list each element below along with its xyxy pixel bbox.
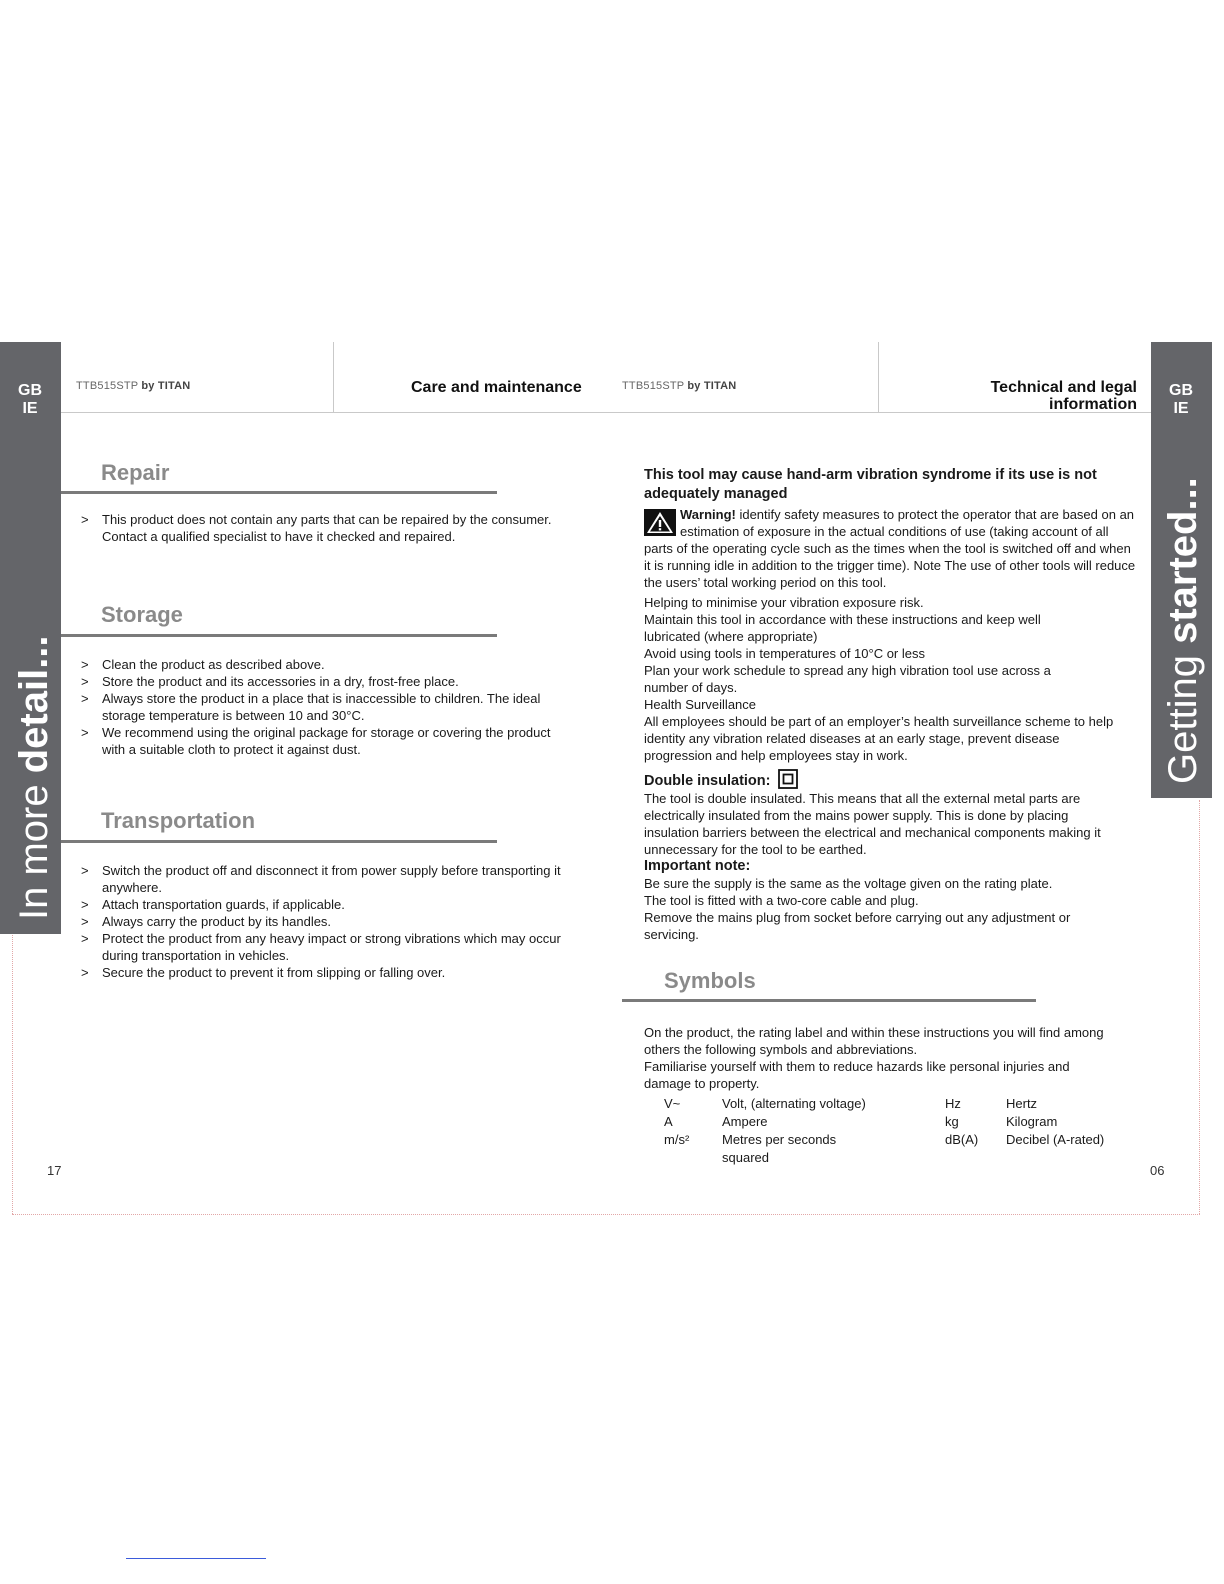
symbol-description-cell: Hertz	[1006, 1096, 1038, 1111]
symbols-table	[664, 1095, 1104, 1167]
table-row	[664, 1113, 1104, 1131]
right-model-code	[622, 380, 736, 392]
left-model-code	[76, 380, 190, 392]
table-row	[664, 1095, 1104, 1113]
right-header-divider	[878, 342, 879, 413]
important-line: Remove the mains plug from socket before carrying out any adjustment or servicing.	[644, 910, 1071, 942]
list-item: > Store the product and its accessories in a dry, frost-free place.	[81, 673, 551, 690]
model-code-text: TTB515STP	[76, 380, 139, 392]
symbol-cell: A	[664, 1114, 673, 1129]
symbol-cell: dB(A)	[945, 1132, 979, 1147]
list-item: > Always carry the product by its handles.	[81, 913, 571, 930]
left-page-number: 17	[47, 1163, 62, 1178]
left-side-title	[12, 635, 57, 920]
left-header-divider	[333, 342, 334, 413]
lang-code-line2: IE	[22, 400, 38, 417]
double-insulation-label: Double insulation:	[644, 773, 771, 789]
transportation-rule	[61, 840, 497, 843]
model-brand-text: by TITAN	[141, 380, 191, 392]
left-side-tab	[0, 342, 61, 934]
trim-line-bottom	[12, 1214, 1200, 1215]
side-title-light: Getting	[1161, 643, 1205, 784]
left-header-rule	[61, 412, 615, 413]
left-lang-code	[0, 382, 60, 418]
transportation-heading: Transportation	[101, 808, 256, 833]
symbol-cell: kg	[945, 1114, 959, 1129]
symbols-intro-line: On the product, the rating label and within these instructions you will find among others the following symbols and abbreviations.	[644, 1025, 1104, 1057]
list-item: > This product does not contain any parts that can be repaired by the consumer. Contact a qualified specialist to have it checked and repaired.	[81, 511, 561, 545]
left-section-title: Care and maintenance	[411, 379, 582, 396]
vibration-line: All employees should be part of an employer’s health surveillance scheme to help identity any vibration related diseases at an early stage, prevent disease progression and help employees stay in work.	[644, 714, 1114, 763]
list-item: > Always store the product in a place that is inaccessible to children. The ideal storage temperature is between 10 and 30°C.	[81, 690, 551, 724]
warning-paragraph	[644, 506, 1140, 591]
symbol-cell: V~	[664, 1096, 681, 1111]
storage-heading: Storage	[101, 602, 183, 627]
right-section-title	[991, 379, 1137, 413]
important-line: The tool is fitted with a two-core cable and plug.	[644, 893, 919, 908]
table-row	[664, 1131, 1104, 1167]
symbol-cell: m/s²	[664, 1132, 690, 1147]
side-title-bold: detail...	[12, 635, 56, 774]
model-brand-text: by TITAN	[687, 380, 737, 392]
symbols-rule	[622, 999, 1036, 1002]
list-item: > Attach transportation guards, if applicable.	[81, 896, 571, 913]
symbol-description-cell: Metres per seconds squared	[722, 1132, 837, 1165]
vibration-heading: This tool may cause hand-arm vibration syndrome if its use is not adequately managed	[644, 467, 1097, 502]
list-item: > Protect the product from any heavy impact or strong vibrations which may occur during transportation in vehicles.	[81, 930, 571, 964]
vibration-lines	[644, 594, 1140, 764]
vibration-line: Avoid using tools in temperatures of 10°C or less	[644, 646, 925, 661]
model-code-text: TTB515STP	[622, 380, 685, 392]
warning-label: Warning!	[680, 507, 736, 522]
vibration-line: Maintain this tool in accordance with these instructions and keep well lubricated (where appropriate)	[644, 612, 1041, 644]
symbol-description-cell: Decibel (A-rated)	[1006, 1132, 1105, 1147]
symbols-intro	[644, 1024, 1114, 1092]
lang-code-line1: GB	[18, 382, 42, 399]
important-note-heading: Important note:	[644, 858, 751, 874]
warning-triangle-icon	[644, 509, 676, 536]
lang-code-line2: IE	[1173, 400, 1189, 417]
side-title-bold: started...	[1161, 477, 1205, 644]
symbol-description-cell: Volt, (alternating voltage)	[722, 1096, 866, 1111]
vibration-line: Helping to minimise your vibration exposure risk.	[644, 595, 924, 610]
repair-rule	[61, 491, 497, 494]
side-title-light: In more	[12, 773, 56, 920]
right-page-number: 06	[1150, 1163, 1165, 1178]
trim-line-right	[1199, 800, 1200, 1214]
symbol-description-cell: Ampere	[722, 1114, 768, 1129]
repair-list	[81, 511, 561, 545]
vibration-line: Health Surveillance	[644, 697, 757, 712]
storage-rule	[61, 634, 497, 637]
symbol-cell: Hz	[945, 1096, 961, 1111]
right-side-tab	[1151, 342, 1212, 798]
repair-heading: Repair	[101, 460, 170, 485]
important-line: Be sure the supply is the same as the voltage given on the rating plate.	[644, 876, 1053, 891]
transportation-list	[81, 862, 571, 981]
list-item: > Switch the product off and disconnect it from power supply before transporting it anywhere.	[81, 862, 571, 896]
section-title-line2: information	[1049, 396, 1137, 413]
list-item: > Secure the product to prevent it from slipping or falling over.	[81, 964, 571, 981]
vibration-line: Plan your work schedule to spread any high vibration tool use across a number of days.	[644, 663, 1051, 695]
trim-line-left	[12, 930, 13, 1214]
symbols-heading: Symbols	[664, 968, 756, 993]
list-item: > Clean the product as described above.	[81, 656, 551, 673]
right-side-title	[1161, 477, 1206, 784]
important-note-lines	[644, 875, 1114, 943]
lang-code-line1: GB	[1169, 382, 1193, 399]
bottom-link-underline	[126, 1558, 266, 1559]
double-insulation-text: The tool is double insulated. This means that all the external metal parts are electrically insulated from the mains power supply. This is done by placing insulation barriers between the electrical and mechanical components making it unnecessary for the tool to be earthed.	[644, 791, 1101, 857]
symbol-description-cell: Kilogram	[1006, 1114, 1058, 1129]
list-item: > We recommend using the original package for storage or covering the product with a suitable cloth to protect it against dust.	[81, 724, 551, 758]
storage-list	[81, 656, 551, 758]
warning-text: identify safety measures to protect the operator that are based on an estimation of exposure in the actual conditions of use (taking account of all parts of the operating cycle such as the times when the tool is switched off and when it is running idle in addition to the trigger time). Note The use of other tools will reduce the users’ total working period on this tool.	[644, 507, 1136, 590]
right-lang-code	[1151, 382, 1211, 418]
symbols-intro-line: Familiarise yourself with them to reduce hazards like personal injuries and damage to property.	[644, 1059, 1070, 1091]
section-title-line1: Technical and legal	[990, 379, 1137, 396]
